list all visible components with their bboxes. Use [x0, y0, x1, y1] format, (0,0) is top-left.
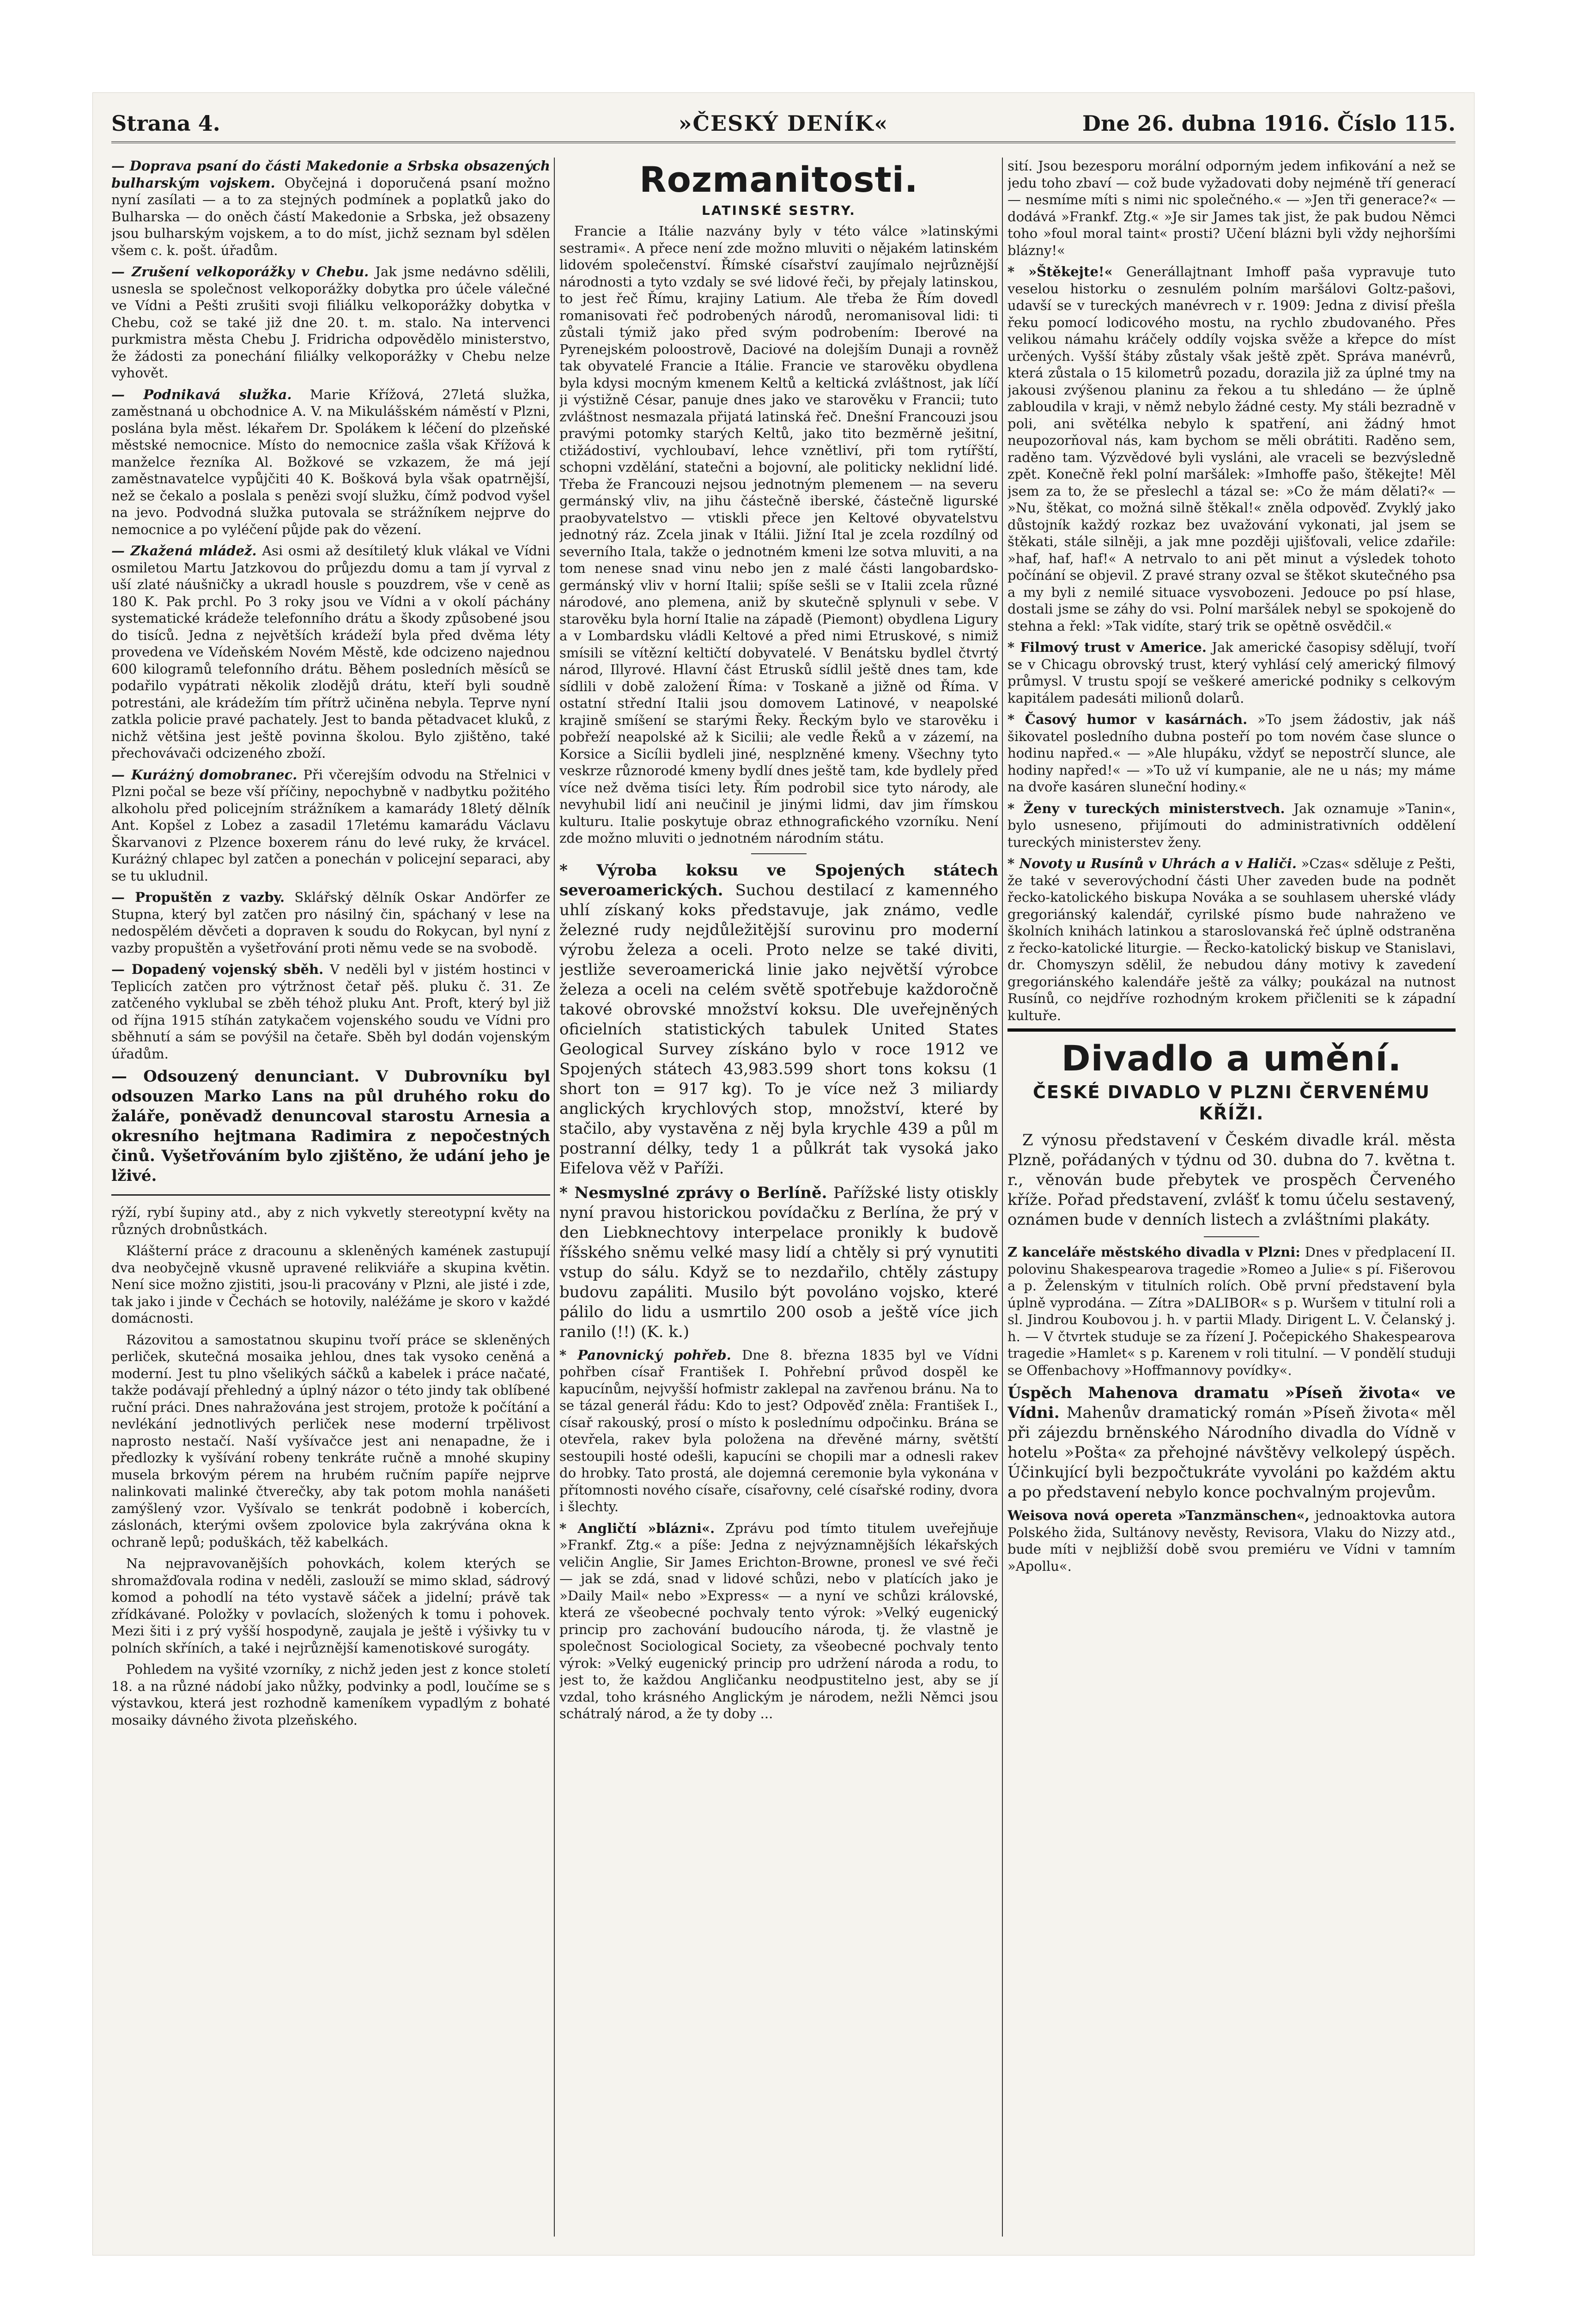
notice-heading: * Nesmyslné zprávy o Berlíně. — [559, 1183, 827, 1202]
news-notice — [559, 861, 998, 1179]
notice-heading: Z kanceláře městského divadla v Plzni: — [1007, 1244, 1300, 1260]
news-notice — [1007, 263, 1456, 634]
notice-text: jednoaktovka autora Polského žida, Sultánovy nevěsty, Revisora, Vlaku do Nizzy atd., bude míti v nejbližší době svou premiéru ve Vídni v tamním »Apollu«. — [1007, 1508, 1456, 1574]
notice-text: Mahenův dramatický román »Píseň života« měl při zájezdu brněnského Národního divadla do Vídně v hotelu »Pošta« za přehojné návštěvy velkolepý úspěch. Účinkující byli bezpočtukráte vyvoláni po každém aktu a po představení nebylo konce pochvalným projevům. — [1007, 1404, 1456, 1502]
section-divider — [111, 1194, 550, 1196]
notice-heading: * Angličtí »blázni«. — [559, 1520, 715, 1536]
news-notice — [111, 542, 550, 762]
notice-text: Sklářský dělník Oskar Andörfer ze Stupna, který byl zatčen pro násilný čin, spáchaný v lese na nedospělém děvčeti a dopraven k soudu do Rokycan, byl nyní z vazby propuštěn a vyšetřování proti němu vede se na svobodě. — [111, 889, 550, 956]
notice-text: Jak jsme nedávno sdělili, usnesla se společnost velkoporážky dobytka pro účele válečné ve Vídni a Pešti zrušiti svoji filiálku velkoporážky dobytka v Chebu, což se také již dne 20. t. m. stalo. Na intervenci purkmistra města Chebu J. Fridricha odpovědělo ministerstvo, že žádosti za ponechání filiálky velkoporážky v Chebu nelze vyhovět. — [111, 264, 550, 381]
feuilleton-paragraph: Klášterní práce z dracounu a skleněných kamének zastupují dva neobyčejně vkusně upravené relikviáře a skupina květin. Není sice možno zjistiti, jsou-li pracovány v Plzni, ale jisté i zde, tak jako i jinde v Čechách se hotovily, naléžáme je skoro v každé domácnosti. — [111, 1243, 550, 1326]
notice-heading: — Dopadený vojenský sběh. — [111, 961, 324, 977]
notice-text: »Czas« sděluje z Pešti, že také v severovýchodní části Uher zaveden bude na podnět řecko-katolického biskupa Nováka a se souhlasem uherské vlády gregoriánský kalendář, cyrilské písmo bude nahraženo ve školních knihách latinkou a staroslovanská řeč úplně odstraněna z řecko-katolické liturgie. — Řecko-katolický biskup ve Stanislavi, dr. Chomyszyn sdělil, že nebudou dány motivy k zavedení gregoriánského kalendáře ještě za války; poukázal na nutnost Rusínů, co nejdříve rozhodným krokem přičleniti se k západní kultuře. — [1007, 856, 1456, 1023]
notice-heading: * Výroba koksu ve Spojených státech severoamerických. — [559, 861, 998, 900]
news-notice — [1007, 711, 1456, 796]
newspaper-page — [92, 92, 1475, 2255]
news-notice — [1007, 1507, 1456, 1574]
news-notice — [111, 263, 550, 382]
feuilleton-paragraph: Na nejpravovanějších pohovkách, kolem kterých se shromažďovala rodina v neděli, zaslouží se mimo sklad, sádrový komod a pohodlí na této vystavě sáček a jidelní; právě tak zřídkávané. Položky v povlacích, složených k tomu i pohovek. Mezi šiti i z prý vyšší hospodyně, zaujala je ještě i výšivky tu v polních skříních, a také i nejrůznější kamenotiskové surogáty. — [111, 1556, 550, 1656]
notice-text: Suchou destilací z kamenného uhlí získaný koks představuje, jak známo, vedle železné rudy nejdůležitější surovinu pro moderní výrobu železa a oceli. Proto nelze se také diviti, jestliže severoamerická linie jako největší výrobce železa a oceli na celém světě spotřebuje každoročně takové obrovské množství koksu. Dle uveřejněných oficielních statistických tabulek United States Geological Survey získáno bylo v roce 1912 ve Spojených státech 43,983.599 short tons koksu (1 short ton = 917 kg). To je více než 3 miliardy anglických krychlových stop, množství, které by stačilo, aby vystavěna z něj byla krychle 439 a půl m postranní délky, tedy 1 a půlkrát tak vysoká jako Eifelova věž v Paříži. — [559, 881, 998, 1178]
article-paragraph: Francie a Itálie nazvány byly v této válce »latinskými sestrami«. A přece není zde možno mluviti o nějakém latinském lidovém společenství. Římské císařství zaujímalo nejrůznější národnosti a tyto vzdaly se své lidové řeči, by přejaly latinskou, to jest řeč Římu, krajiny Latium. Ale třeba že Řím dovedl romanisovati řeč podrobených národů, neromanisoval lidi: ti zůstali týmiž jako před svým podrobením: Iberové na Pyrenejském poloostrově, Daciové na dolejším Dunaji a rovněž tak obyvatelé Francie a Itálie. Francie ve starověku obydlena byla kdysi mocným kmenem Keltů a keltická zvláštnost, jak líčí ji výstižně César, panuje dnes jako ve starověku v Francii; tuto zvláštnost nesmazala přijatá latinská řeč. Dnešní Francouzi jsou pravými potomky starých Keltů, jako tito bezměrně ješitní, ctižádostiví, vychloubaví, lehce vznětliví, při tom rytířští, schopni vzdělání, statečni a bojovní, ale politicky neklidní lidé. Třeba že Francouzi nejsou jednotným plemenem — na severu germánský vliv, na jihu částečně iberské, částečně ligurské praobyvatelstvo — vtiskli přece jen Keltové obyvatelstvu jednotný ráz. Zcela jinak v Itálii. Jižní Ital je zcela rozdílný od severního Itala, takže o jednotném kmeni lze sotva mluviti, a na tom nenese snad vinu nebo jen z malé části langobardsko-germánský vliv v horní Italii; spíše sešli se v Italii zcela různé národové, ano plemena, aniž by skutečně splynuli v sebe. V starověku byla horní Italie na západě (Piemont) obydlena Ligury a v Lombardsku vládli Keltové a před nimi Etruskové, s nimiž smísili se vítězní keltičtí dobyvatelé. V Benátsku bydlel čtvrtý národ, Illyrové. Hlavní část Etrusků sídlil ještě dnes tam, kde sídlili v době založení Říma: v Toskaně a jižně od Říma. V ostatní střední Italii jsou domovem Latinové, v neapolské krajině smíšení se starými Řeky. Řeckým bylo ve starověku i pobřeží neapolské až k Sicilii; ale vedle Řeků a v zázemí, na Korsice a Sicílii bydleli jiné, nesplzněné kmeny. Všechny tyto veskrze různorodé kmeny bydlí dnes ještě tam, kde bydlely před více než dvěma tisíci lety. Řím podrobil sice tyto národy, ale nevyhubil lidí ani neučinil je jinými lidmi, dav jim římskou kulturu. Italie poskytuje obraz ethnografického vzorníku. Není zde možno mluviti o jednotném národním státu. — [559, 223, 998, 846]
notice-heading: — Doprava psaní do části Makedonie a Srbska obsazených bulharským vojskem. — [111, 158, 550, 191]
section-divider — [1007, 1028, 1456, 1032]
news-notice — [111, 889, 550, 956]
notice-text: Asi osmi až desítiletý kluk vlákal ve Vídni osmiletou Martu Jatzkovou do průjezdu domu a tam jí vyrval z uší zlaté náušničky a ukradl housle s pouzdrem, vše v ceně as 180 K. Pak prchl. Po 3 roky jsou ve Vídni a v okolí páchány systematické krádeže telefonního drátu a škody způsobené jsou do tisíců. Jedna z největších krádeží byla před dvěma léty provedena ve Vídeňském Novém Městě, kde odcizeno najednou 600 kilogramů telefonního drátu. Během posledních měsíců se podařilo vypátrati několik zlodějů drátu, kteří byli soudně potrestáni, ale krádežím tím přítrž učiněna nebyla. Teprve nyní zatkla policie pravé pachately. Jest to banda pětadvacet kluků, z nichž většina jest ještě povinna školou. Bylo zjištěno, také přechovávači odcizeného zboží. — [111, 543, 550, 761]
section-title: Divadlo a umění. — [1061, 1038, 1402, 1079]
news-notice — [111, 961, 550, 1062]
notice-text: Marie Křížová, 27letá služka, zaměstnaná u obchodnice A. V. na Mikulášském náměstí v Plzni, poslána byla měst. lékařem Dr. Spolákem k léčení do plzeňské městské nemocnice. Místo do nemocnice zašla však Křížová k manželce řezníka Al. Božkové se vzkazem, že má její zaměstnavatelce vypůjčiti 40 K. Bošková byla však opatrnější, než se čekalo a poslala s penězi svojí služku, čímž podvod vyšel na jevo. Podvodná služka putovala se strážníkem nejprve do nemocnice a po vyléčení půjde pak do vězení. — [111, 386, 550, 537]
column-rule — [1002, 158, 1003, 2237]
newspaper-title: »ČESKÝ DENÍK« — [678, 111, 889, 136]
notice-heading: * Ženy v tureckých ministerstvech. — [1007, 800, 1285, 816]
notice-heading: * Panovnický pohřeb. — [559, 1347, 731, 1363]
short-divider — [1204, 1236, 1259, 1237]
notice-text: Zprávu pod tímto titulem uveřejňuje »Frankf. Ztg.« a píše: Jedna z nejvýznamnějších lékařských veličin Anglie, Sir James Erichton-Browne, pronesl ve své řeči — jak se zdá, snad v lidové schůzi, nebo v platících jako je »Daily Mail« nebo »Express« — a nyní ve schůzi královské, která ze všeobecné pochvaly tento výrok: »Velký eugenický princip pro zachování budoucího národa, tj. že vlastně je společnost Sociological Society, za všeobecné pochvaly tento výrok: »Velký eugenický princip pro udržení národa a rodu, to jest to, že každou Angličanku neodpustitelno jest, aby se jí vzdal, toho krásného Anglickým je národem, nežli Němci jsou schátralý národ, a že ty doby ... — [559, 1520, 998, 1721]
column-left — [111, 158, 550, 2237]
theatre-intro: Z výnosu představení v Českém divadle král. města Plzně, pořádaných v týdnu od 30. dubna do 7. května t. r., věnován bude přebytek ve prospěch Červeného kříže. Pořad představení, zvlášť k tomu účelu sestavený, oznámen bude v denních listech a zvláštními plakáty. — [1007, 1131, 1456, 1229]
notice-heading: — Zrušení velkoporážky v Chebu. — [111, 264, 369, 280]
notice-heading: Weisova nová opereta »Tanzmänschen«, — [1007, 1508, 1310, 1523]
feuilleton-paragraph: Rázovitou a samostatnou skupinu tvoří práce se skleněných perliček, skutečná mosaika jehlou, dnes tak vysoko ceněná a moderní. Jest tu plno všelikých sáčků a kabelek i práce načaté, takže podávají přehledný a úplný názor o této jindy tak oblíbené ruční práci. Dnes nahražována jest strojem, protože k počítání a nevlékání jednotlivých perliček nese moderní trpělivost naprosto nestačí. Naší vyšívačce jest ani nenapadne, že i předlozky k vyšívání robeny tenkráte ručně a mnohé skupiny musela brkovým pérem na hrubém ručním papíře nejprve nalinkovati malinké čtverečky, aby tak potom mohla nanášeti zamýšlený vzor. Vyšívalo se tenkrát podobně i kobercích, záslonách, kterými ovšem zpolovice byla zakrývána okna k ochraně lepů; poduškách, těž kabelkách. — [111, 1331, 550, 1550]
notice-heading: * »Štěkejte!« — [1007, 264, 1113, 280]
feuilleton-paragraph: Pohledem na vyšité vzorníky, z nichž jeden jest z konce století 18. a na různé nádobí jako nůžky, podvinky a podl, loučíme se s výstavkou, která jest rozhodně kameníkem vypadlým z bohaté mosaiky dávného života plzeňského. — [111, 1661, 550, 1728]
column-middle — [559, 158, 998, 2237]
notice-text: V neděli byl v jistém hostinci v Teplicích zatčen pro výtržnost četař pěš. pluku č. 31. Ze zatčeného vyklubal se zběh téhož pluku Ant. Proft, který byl již od října 1915 stíhán zatykačem vojenského soudu ve Vídni pro sběhnutí a sám se povýšil na četaře. Sběh byl dodán vojenským úřadům. — [111, 961, 550, 1062]
news-notice — [1007, 639, 1456, 706]
notice-text: Jak americké časopisy sdělují, tvoří se v Chicagu obrovský trust, který vyhlásí celý americký filmový průmysl. V trustu spojí se veškeré americké podniky s celkovým kapitálem padesáti milionů dolarů. — [1007, 639, 1456, 706]
theatre-headline: ČESKÉ DIVADLO V PLZNI ČERVENÉMU KŘÍŽI. — [1032, 1082, 1431, 1124]
news-notice — [1007, 1244, 1456, 1379]
news-notice — [1007, 158, 1456, 259]
notice-text: Dnes v předplacení II. polovinu Shakespearova tragedie »Romeo a Julie« s pí. Fišerovou a p. Želenským v titulních rolích. Obě první představení byla úplně vyprodána. — Zítra »DALIBOR« s p. Wuršem v titulní roli a sl. Jindrou Koubovou j. h. v partii Mlady. Dirigent L. V. Čelanský j. h. — V čtvrtek studuje se za řízení J. Počepického Shakespearova tragedie »Hamlet« s p. Karenem v roli titulní. — V pondělí studuji se Offenbachovy »Hoffmannovy povídky«. — [1007, 1244, 1456, 1378]
notice-text: sití. Jsou bezesporu morální odporným jedem infikování a než se jedu toho zbaví — což bude vyžadovati doby nejméně tří generací — nesmíme míti s nimi nic společného.« — »Jen tři generace?« — dodává »Frankf. Ztg.« »Je sir James tak jist, že pak budou Němci toho »foul moral taint« prosti? Učení blázni byli vždy nejhoršími blázny!« — [1007, 158, 1456, 258]
news-notice — [1007, 855, 1456, 1024]
notice-text: V Dubrovníku byl odsouzen Marko Lans na půl druhého roku do žaláře, poněvadž denuncoval starostu Arnesia a okresního hejtmana Radimira z nepočestných činů. Vyšetřováním bylo zjištěno, že udání jeho je lživé. — [111, 1067, 550, 1185]
feuilleton — [111, 1204, 550, 1728]
notice-text: Obyčejná i doporučená psaní možno nyní zasílati — a to za stejných podmínek a poplatků jako do Bulharska — do oněch částí Makedonie a Srbska, jež obsazeny jsou bulharským vojskem, a to do míst, jichž seznam byl sdělen všem c. k. pošt. úřadům. — [111, 175, 550, 258]
page-number: Strana 4. — [111, 111, 220, 136]
notice-text: Generállajtnant Imhoff paša vypravuje tuto veselou historku o zesnulém polním maršálovi Goltz-pašovi, udavší se v tureckých manévrech v r. 1909: Jedna z divisí přešla řeku pomocí lodicového mostu, na rychlo zbudovaného. Přes velikou námahu kráčely oddíly vojska svěže a křepce do míst určených. Vyšší štáby zůstaly však ještě zpět. Správa manévrů, která zůstala o 15 kilometrů pozadu, dorazila již za úplné tmy na jakousi zvýšenou planinu za řekou a tu shledáno — že úplně zabloudila v kraji, v němž nebylo žádné cesty. My stáli bezradně v poli, ani světélka nebylo k spatření, ani žádný hmot neupozorňoval nás, kam bychom se měli obrátiti. Raděno sem, raděno tam. Výzvědové byli vysláni, ale vraceli se bezvýsledně zpět. Konečně řekl polní maršálek: »Imhoffe pašo, štěkejte! Měl jsem za to, že se přeslechl a tázal se: »Co že mám dělati?« — »Nu, štěkat, co možná silně štěkal!« zněla odpověď. Zvyklý jako důstojník každý rozkaz bez uvažování vykonati, jal jsem se štěkati, stále silněji, a jak mne později ujišťovali, velice zdařile: »haf, haf, haf!« A netrvalo to ani pět minut a výsledek tohoto počínání se objevil. Z pravé strany ozval se štěkot skutečného psa a my byli z nemilé situace vysvobozeni. Jedouce po psí hlase, dostali jsme se záhy do vsi. Polní maršálek nebyl se spokojeně do stehna a řekl: »Tak vidíte, starý trik se opětně osvědčil.« — [1007, 264, 1456, 634]
news-notice — [559, 1347, 998, 1515]
notice-text: »To jsem žádostiv, jak náš šikovatel posledního dubna posteří po tom novém čase slunce o hodinu napřed.« — »Ale hlupáku, vždyť se nepostrčí slunce, ale hodiny napřed!« — »To už ví kumpanie, ale ne u nás; my máme na dvoře kasáren sluneční hodiny.« — [1007, 711, 1456, 795]
news-notice — [111, 766, 550, 885]
notice-heading: — Kuráżný domobranec. — [111, 766, 297, 783]
news-notice — [559, 1183, 998, 1342]
section-title: Rozmanitosti. — [639, 159, 918, 200]
news-notice — [111, 158, 550, 259]
notice-heading: * Filmový trust v Americe. — [1007, 639, 1207, 655]
news-notice — [111, 386, 550, 538]
notice-heading: — Odsouzený denunciant. — [111, 1067, 360, 1086]
masthead — [111, 109, 1456, 143]
notice-heading: Úspěch Mahenova dramatu »Píseň života« ve Vídni. — [1007, 1384, 1456, 1422]
column-right — [1007, 158, 1456, 2237]
notice-heading: — Podnikavá služka. — [111, 386, 292, 402]
notice-text: Dne 8. března 1835 byl ve Vídni pohřben císař František I. Pohřební průvod dospěl ke kapucínům, nejvyšší hofmistr zaklepal na zavřenou bránu. Na to se tázal generál řádu: Kdo to jest? Odpověď zněla: František I., císař rakouský, prosí o místo k poslednímu odpočinku. Brána se otevřela, rakev byla položena na dřevěné márny, světští sestoupili hosté odešli, kapucíni se chopili mar a odnesli rakev do hrobky. Tato prostá, ale dojemná ceremonie byla vykonána v přítomnosti nového císaře, císařovny, celé císařské rodiny, dvora i šlechty. — [559, 1347, 998, 1514]
notice-heading: — Propuštěn z vazby. — [111, 889, 285, 905]
notice-heading: — Zkažená mládež. — [111, 543, 257, 559]
notice-text: Pařížské listy otiskly nyní pravou historickou povídačku z Berlína, že prý v den Liebknechtovy interpelace pronikly k budově říšského sněmu velké masy lidí a chtěly si prý vynutiti vstup do sálu. Když se to nezdařilo, chtěly zástupy budovu zapáliti. Musilo být povoláno vojsko, které pálilo do lidu a usmrtilo 200 osob a ještě více jich ranilo (!!) (K. k.) — [559, 1183, 998, 1341]
news-notice — [1007, 1383, 1456, 1502]
notice-heading: * Časový humor v kasárnách. — [1007, 711, 1248, 727]
news-notice — [1007, 800, 1456, 851]
news-notice — [559, 1520, 998, 1722]
notice-heading: * Novoty u Rusínů v Uhrách a v Haliči. — [1007, 856, 1297, 871]
issue-date-number: Dne 26. dubna 1916. Číslo 115. — [1082, 111, 1456, 136]
article-subtitle: LATINSKÉ SESTRY. — [702, 203, 856, 218]
news-notice — [111, 1067, 550, 1186]
column-rule — [554, 158, 555, 2237]
feuilleton-paragraph: rýží, rybí šupiny atd., aby z nich vykvetly stereotypní květy na různých drobnůstkách. — [111, 1204, 550, 1237]
notice-text: Jak oznamuje »Tanin«, bylo usneseno, přijímouti do administrativních oddělení tureckých ministerstev ženy. — [1007, 800, 1456, 850]
notice-text: Při včerejším odvodu na Střelnici v Plzni počal se beze vší příčiny, nepochybně v nadbytku požitého alkoholu před policejním strážníkem a kamarády 18letý dělník Ant. Kopšel z Lobez a zasadil 17letému kamarádu Václavu Škarvanovi z Plzence boxerem ránu do levé ruky, že krvácel. Kuráżný chlapec byl zatčen a ponechán v policejní separaci, aby se tu ukludnil. — [111, 766, 550, 884]
short-divider — [751, 853, 807, 854]
